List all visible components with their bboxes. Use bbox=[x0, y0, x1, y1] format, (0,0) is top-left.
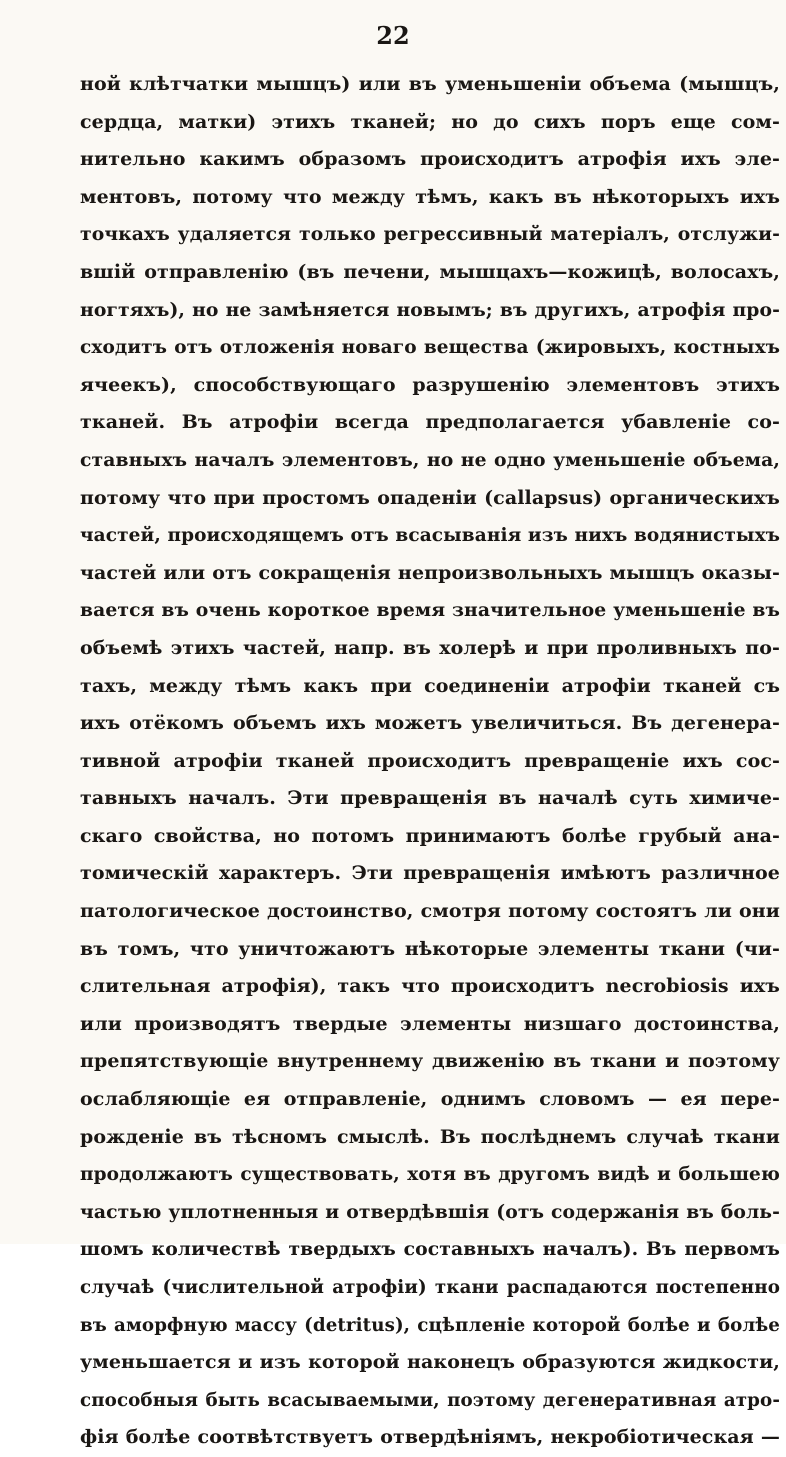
text-line: сходитъ отъ отложенія новаго вещества (жировыхъ, костныхъ bbox=[80, 337, 780, 359]
text-line: слительная атрофія), такъ что происходитъ necrobiosis ихъ bbox=[80, 975, 780, 998]
text-line: вается въ очень короткое время значительное уменьшеніе въ bbox=[80, 599, 780, 622]
text-line: тканей. Въ атрофіи всегда предполагается убавленіе со- bbox=[80, 411, 780, 434]
text-line: тахъ, между тѣмъ какъ при соединеніи атрофіи тканей съ bbox=[80, 674, 780, 697]
text-line: рожденіе въ тѣсномъ смыслѣ. Въ послѣднемъ случаѣ ткани bbox=[80, 1125, 780, 1148]
text-line: продолжаютъ существовать, хотя въ другомъ видѣ и большею bbox=[80, 1164, 780, 1186]
text-line: ногтяхъ), но не замѣняется новымъ; въ другихъ, атрофія про- bbox=[80, 298, 780, 321]
text-line: тавныхъ началъ. Эти превращенія въ началѣ суть химиче- bbox=[80, 787, 780, 810]
text-line: ной клѣтчатки мышцъ) или въ уменьшеніи объема (мышцъ, bbox=[80, 73, 780, 95]
text-line: частей, происходящемъ отъ всасыванія изъ нихъ водянистыхъ bbox=[80, 525, 780, 547]
text-line: скаго свойства, но потомъ принимаютъ болѣе грубый ана- bbox=[80, 824, 780, 847]
text-line: ослабляющіе ея отправленіе, однимъ словомъ — ея пере- bbox=[80, 1088, 780, 1111]
text-line: въ аморфную массу (detritus), сцѣпленіе которой болѣе и болѣе bbox=[80, 1314, 780, 1336]
text-line: частью уплотненныя и отвердѣвшія (отъ содержанія въ боль- bbox=[80, 1200, 780, 1223]
text-line: сердца, матки) этихъ тканей; но до сихъ поръ еще сом- bbox=[80, 110, 780, 133]
text-line: тивной атрофіи тканей происходитъ превращеніе ихъ сос- bbox=[80, 749, 780, 772]
text-line: ячеекъ), способствующаго разрушенію элементовъ этихъ bbox=[80, 373, 780, 396]
text-line: способныя быть всасываемыми, поэтому дегенеративная атро- bbox=[80, 1389, 780, 1411]
text-line: ментовъ, потому что между тѣмъ, какъ въ нѣкоторыхъ ихъ bbox=[80, 185, 780, 208]
body-text bbox=[80, 66, 780, 1457]
text-line: фія болѣе соотвѣтствуетъ отвердѣніямъ, некробіотическая — bbox=[80, 1426, 780, 1449]
text-line: патологическое достоинство, смотря потому состоятъ ли они bbox=[80, 900, 780, 923]
text-line: ставныхъ началъ элементовъ, но не одно уменьшеніе объема, bbox=[80, 448, 780, 471]
text-line: въ томъ, что уничтожаютъ нѣкоторые элементы ткани (чи- bbox=[80, 937, 780, 960]
text-line: случаѣ (числительной атрофіи) ткани распадаются постепенно bbox=[80, 1277, 780, 1298]
text-line: шомъ количествѣ твердыхъ составныхъ началъ). Въ первомъ bbox=[80, 1238, 780, 1261]
text-line: ихъ отёкомъ объемъ ихъ можетъ увеличиться. Въ дегенера- bbox=[80, 712, 780, 735]
text-line: или производятъ твердые элементы низшаго достоинства, bbox=[80, 1012, 780, 1035]
text-line: вшій отправленію (въ печени, мышцахъ—кожицѣ, волосахъ, bbox=[80, 260, 780, 283]
text-line: уменьшается и изъ которой наконецъ образуются жидкости, bbox=[80, 1351, 780, 1374]
text-line: потому что при простомъ опаденіи (callapsus) органическихъ bbox=[80, 486, 780, 509]
text-line: нительно какимъ образомъ происходитъ атрофія ихъ эле- bbox=[80, 148, 780, 171]
page-number: 22 bbox=[376, 21, 410, 50]
text-line: точкахъ удаляется только регрессивный матеріалъ, отслужи- bbox=[80, 223, 780, 246]
text-line: томическій характеръ. Эти превращенія имѣютъ различное bbox=[80, 862, 780, 885]
text-line: препятствующіе внутреннему движенію въ ткани и поэтому bbox=[80, 1050, 780, 1073]
text-line: частей или отъ сокращенія непроизвольныхъ мышцъ оказы- bbox=[80, 561, 780, 584]
text-line: объемѣ этихъ частей, напр. въ холерѣ и при проливныхъ по- bbox=[80, 636, 780, 659]
